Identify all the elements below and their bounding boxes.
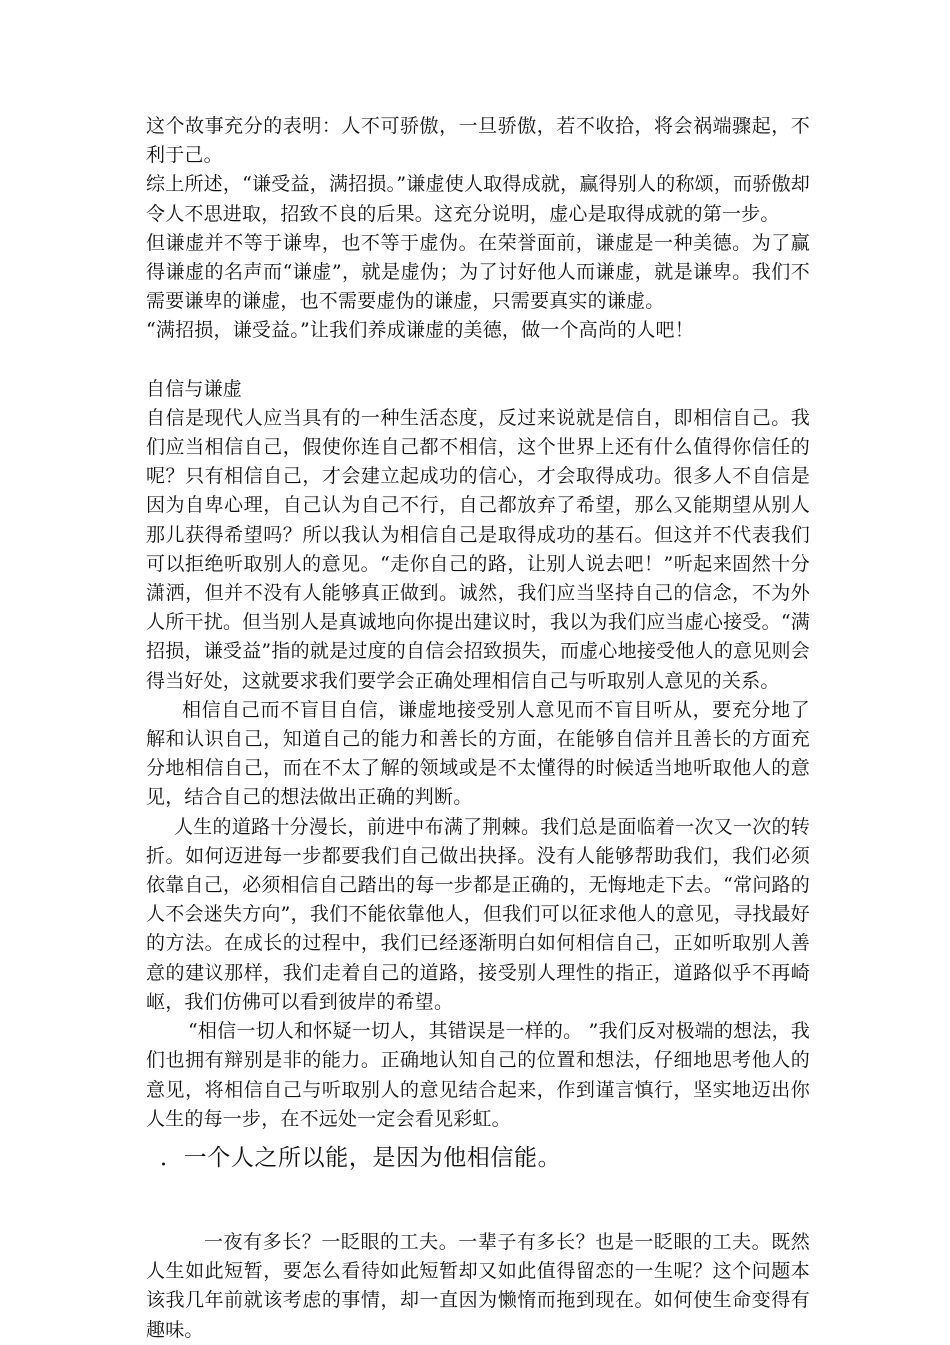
paragraph-self-belief: 相信自己而不盲目自信，谦虚地接受别人意见而不盲目听从，要充分地了解和认识自己，知道自己的能力和善长的方面，在能够自信并且善长的方面充分地相信自己，而在不太了解的领域或是不太懂得的时候适当地听取他人的意见，结合自己的想法做出正确的判断。: [146, 698, 810, 809]
document-body: [146, 112, 810, 1345]
essay-title: 自信与谦虚: [146, 377, 243, 400]
paragraph-closing-quote: “满招损，谦受益。”让我们养成谦虚的美德，做一个高尚的人吧！: [146, 319, 694, 342]
blank-space: [146, 1174, 810, 1228]
paragraph-life-road: 人生的道路十分漫长，前进中布满了荆棘。我们总是面临着一次又一次的转折。如何迈进每一步都要我们自己做出抉择。没有人能够帮助我们，我们必须依靠自己，必须相信自己踏出的每一步都是正确的，无悔地走下去。“常问路的人不会迷失方向”，我们不能依靠他人，但我们可以征求他人的意见，寻找最好的方法。在成长的过程中，我们已经逐渐明白如何相信自己，正如听取别人善意的建议那样，我们走着自己的道路，接受别人理性的指正，道路似乎不再崎岖，我们仿佛可以看到彼岸的希望。: [146, 815, 810, 1013]
paragraph-how-long-is-night: 一夜有多长？一眨眼的工夫。一辈子有多长？也是一眨眼的工夫。既然人生如此短暂，要怎么看待如此短暂却又如此值得留恋的一生呢？这个问题本该我几年前就该考虑的事情，却一直因为懒惰而拖到现在。如何使生命变得有趣味。: [146, 1230, 810, 1341]
blank-line: [146, 346, 810, 375]
paragraph-story-conclusion: 这个故事充分的表明：人不可骄傲，一旦骄傲，若不收拾，将会祸端骤起，不利于己。: [146, 115, 810, 167]
paragraph-humility-not-humble: 但谦虚并不等于谦卑，也不等于虚伪。在荣誉面前，谦虚是一种美德。为了赢得谦虚的名声而“谦虚”，就是虚伪；为了讨好他人而谦虚，就是谦卑。我们不需要谦卑的谦虚，也不需要虚伪的谦虚，只需要真实的谦虚。: [146, 231, 810, 313]
section-heading: ．一个人之所以能，是因为他相信能。: [160, 1144, 562, 1171]
paragraph-extremes: “相信一切人和怀疑一切人，其错误是一样的。 ”我们反对极端的想法，我们也拥有辩别是非的能力。正确地认知自己的位置和想法，仔细地思考他人的意见，将相信自己与听取别人的意见结合起来，作到谨言慎行，坚实地迈出你人生的每一步，在不远处一定会看见彩虹。: [146, 1020, 810, 1130]
paragraph-confidence: 自信是现代人应当具有的一种生活态度，反过来说就是信自，即相信自己。我们应当相信自己，假使你连自己都不相信，这个世界上还有什么值得你信任的呢？只有相信自己，才会建立起成功的信心，才会取得成功。很多人不自信是因为自卑心理，自己认为自己不行，自己都放弃了希望，那么又能期望从别人那儿获得希望吗？所以我认为相信自己是取得成功的基石。但这并不代表我们可以拒绝听取别人的意见。“走你自己的路，让别人说去吧！”听起来固然十分潇洒，但并不没有人能够真正做到。诚然，我们应当坚持自己的信念，不为外人所干扰。但当别人是真诚地向你提出建议时，我以为我们应当虚心接受。“满招损，谦受益”指的就是过度的自信会招致损失，而虚心地接受他人的意见则会得当好处，这就要求我们要学会正确处理相信自己与听取别人意见的关系。: [146, 406, 810, 692]
paragraph-summary: 综上所述，“谦受益，满招损。”谦虚使人取得成就，赢得别人的称颂，而骄傲却令人不思进取，招致不良的后果。这充分说明，虚心是取得成就的第一步。: [146, 173, 810, 225]
